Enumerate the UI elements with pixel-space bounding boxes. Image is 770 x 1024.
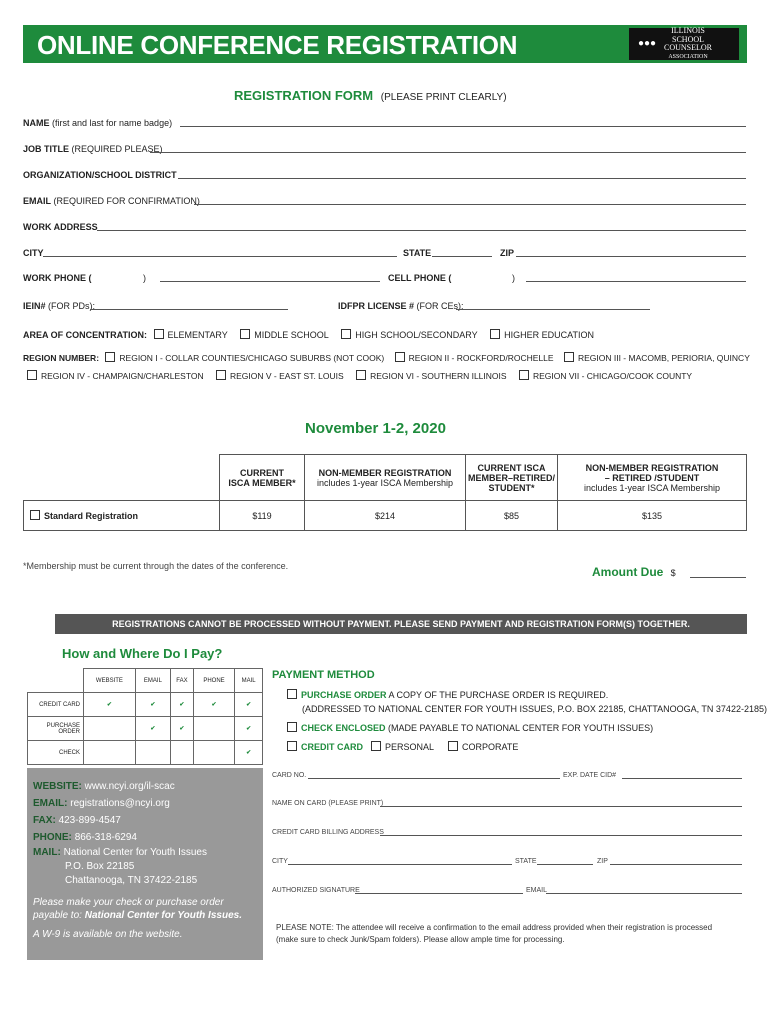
- fax-number: 423-899-4547: [58, 815, 121, 826]
- cc-zip-label: ZIP: [597, 858, 608, 865]
- row-check: CHECK: [28, 741, 84, 765]
- form-title: REGISTRATION FORM: [234, 88, 374, 103]
- checkbox-standard-registration[interactable]: [30, 510, 40, 520]
- pricing-table: [23, 454, 747, 531]
- logo-text: ILLINOIS SCHOOL COUNSELOR ASSOCIATION: [664, 26, 713, 60]
- name-on-card-label: NAME ON CARD (PLEASE PRINT): [272, 800, 384, 807]
- signature-label: AUTHORIZED SIGNATURE: [272, 887, 360, 894]
- checkbox-elementary[interactable]: [154, 329, 164, 339]
- organization-field[interactable]: [178, 178, 746, 179]
- checkbox-middle-school[interactable]: [240, 329, 250, 339]
- check-icon: ✔: [171, 717, 194, 741]
- cc-option: CREDIT CARD PERSONAL CORPORATE: [287, 741, 518, 752]
- contact-info-panel: WEBSITE: www.ncyi.org/il-scac EMAIL: registrations@ncyi.org FAX: 423-899-4547 PHONE: 866-318-6294 MAIL: National Center for Youth Issues P.O. Box 22185 Chattanooga, TN 37422-2185 Please make your check or purchase order payable to: National Center for Youth Issues. A W-9 is available on the website.: [27, 768, 263, 960]
- w9-note: A W-9 is available on the website.: [33, 929, 183, 940]
- region-row-1: REGION NUMBER: REGION I - COLLAR COUNTIES/CHICAGO SUBURBS (NOT COOK) REGION II - ROCKFORD/ROCHELLE REGION III - MACOMB, PERIORIA, QUINCY: [23, 353, 750, 363]
- iein-label: IEIN# (FOR PDs):: [23, 301, 96, 311]
- phone-number: 866-318-6294: [74, 832, 137, 843]
- cc-zip-field[interactable]: [610, 864, 742, 865]
- amount-due-row: Amount Due $: [592, 565, 676, 579]
- price-retired: $85: [466, 501, 558, 531]
- work-address-label: WORK ADDRESS: [23, 222, 98, 232]
- work-phone-field[interactable]: [160, 281, 380, 282]
- please-note: PLEASE NOTE: The attendee will receive a confirmation to the email address provided when their registration is processed (make sure to check Junk/Spam folders). Please allow ample time for processing.: [276, 923, 713, 944]
- checkbox-personal[interactable]: [371, 741, 381, 751]
- standard-registration-row[interactable]: Standard Registration: [24, 501, 220, 531]
- city-field[interactable]: [43, 256, 397, 257]
- po-option: PURCHASE ORDER A COPY OF THE PURCHASE ORDER IS REQUIRED.: [287, 689, 608, 700]
- check-icon: ✔: [84, 693, 136, 717]
- price-non-member-retired: $135: [558, 501, 747, 531]
- checkbox-region-6[interactable]: [356, 370, 366, 380]
- billing-address-field[interactable]: [380, 835, 742, 836]
- email-label: EMAIL (REQUIRED FOR CONFIRMATION): [23, 196, 200, 206]
- zip-field[interactable]: [516, 256, 746, 257]
- exp-date-field[interactable]: [622, 778, 742, 779]
- billing-address-label: CREDIT CARD BILLING ADDRESS: [272, 829, 384, 836]
- cell-phone-field[interactable]: [526, 281, 746, 282]
- check-cell: [84, 741, 136, 765]
- checkbox-purchase-order[interactable]: [287, 689, 297, 699]
- name-on-card-field[interactable]: [380, 806, 742, 807]
- website-link[interactable]: www.ncyi.org/il-scac: [84, 781, 175, 792]
- page-title: ONLINE CONFERENCE REGISTRATION: [37, 30, 518, 60]
- amount-due-field[interactable]: [690, 577, 746, 578]
- check-icon: ✔: [171, 693, 194, 717]
- name-field[interactable]: [180, 126, 746, 127]
- how-to-pay-title: How and Where Do I Pay?: [62, 646, 223, 661]
- zip-label: ZIP: [500, 248, 515, 258]
- check-option: CHECK ENCLOSED (MADE PAYABLE TO NATIONAL CENTER FOR YOUTH ISSUES): [287, 722, 653, 733]
- organization-label: ORGANIZATION/SCHOOL DISTRICT: [23, 170, 177, 180]
- cc-city-label: CITY: [272, 858, 288, 865]
- col-mail: MAIL: [235, 669, 263, 693]
- col-website: WEBSITE: [84, 669, 136, 693]
- cc-state-field[interactable]: [537, 864, 593, 865]
- payment-method-title: PAYMENT METHOD: [272, 669, 375, 681]
- check-icon: ✔: [235, 741, 263, 765]
- cc-city-field[interactable]: [288, 864, 512, 865]
- checkbox-check-enclosed[interactable]: [287, 722, 297, 732]
- check-cell: [171, 741, 194, 765]
- work-address-field[interactable]: [97, 230, 746, 231]
- iein-field[interactable]: [90, 309, 288, 310]
- col-phone: PHONE: [193, 669, 234, 693]
- membership-note: *Membership must be current through the dates of the conference.: [23, 561, 289, 571]
- signature-field[interactable]: [355, 893, 523, 894]
- concentration-row: AREA OF CONCENTRATION: ELEMENTARY MIDDLE SCHOOL HIGH SCHOOL/SECONDARY HIGHER EDUCATION: [23, 330, 594, 340]
- checkbox-corporate[interactable]: [448, 741, 458, 751]
- idfpr-label: IDFPR LICENSE # (FOR CEs):: [338, 301, 464, 311]
- cc-state-label: STATE: [515, 858, 537, 865]
- card-no-field[interactable]: [308, 778, 560, 779]
- payment-banner: REGISTRATIONS CANNOT BE PROCESSED WITHOUT PAYMENT. PLEASE SEND PAYMENT AND REGISTRATION FORM(S) TOGETHER.: [55, 614, 747, 634]
- check-cell: [135, 741, 170, 765]
- state-field[interactable]: [432, 256, 492, 257]
- header-bar: [23, 25, 747, 63]
- check-cell: [84, 717, 136, 741]
- check-icon: ✔: [135, 693, 170, 717]
- checkbox-region-7[interactable]: [519, 370, 529, 380]
- checkbox-region-4[interactable]: [27, 370, 37, 380]
- email-field[interactable]: [194, 204, 746, 205]
- checkbox-high-school[interactable]: [341, 329, 351, 339]
- conference-date: November 1-2, 2020: [305, 420, 446, 437]
- check-icon: ✔: [135, 717, 170, 741]
- check-icon: ✔: [193, 693, 234, 717]
- payable-note: Please make your check or purchase order payable to: National Center for Youth Issues.: [33, 897, 242, 921]
- city-label: CITY: [23, 248, 44, 258]
- checkbox-higher-education[interactable]: [490, 329, 500, 339]
- checkbox-region-5[interactable]: [216, 370, 226, 380]
- checkbox-region-2[interactable]: [395, 352, 405, 362]
- cell-phone-label: CELL PHONE (: [388, 273, 452, 283]
- form-subtitle: (PLEASE PRINT CLEARLY): [380, 92, 507, 103]
- po-address: (ADDRESSED TO NATIONAL CENTER FOR YOUTH ISSUES, P.O. BOX 22185, CHATTANOOGA, TN 37422-2185): [302, 704, 767, 714]
- checkbox-region-1[interactable]: [105, 352, 115, 362]
- checkbox-region-3[interactable]: [564, 352, 574, 362]
- work-phone-label: WORK PHONE (: [23, 273, 92, 283]
- price-member: $119: [220, 501, 305, 531]
- col-fax: FAX: [171, 669, 194, 693]
- job-title-field[interactable]: [150, 152, 746, 153]
- card-no-label: CARD NO.: [272, 772, 307, 779]
- col-email: EMAIL: [135, 669, 170, 693]
- check-cell: [193, 741, 234, 765]
- check-cell: [193, 717, 234, 741]
- name-label: NAME (first and last for name badge): [23, 118, 173, 128]
- isca-logo: [629, 28, 739, 60]
- cc-email-label: EMAIL: [526, 887, 548, 894]
- state-label: STATE: [403, 248, 432, 258]
- form-title-row: [234, 88, 507, 103]
- work-phone-paren: ): [143, 273, 146, 283]
- pay-methods-table: [27, 668, 263, 765]
- check-icon: ✔: [235, 693, 263, 717]
- email-link[interactable]: registrations@ncyi.org: [70, 798, 170, 809]
- job-title-label: JOB TITLE (REQUIRED PLEASE): [23, 144, 163, 154]
- row-purchase-order: PURCHASE ORDER: [28, 717, 84, 741]
- checkbox-credit-card[interactable]: [287, 741, 297, 751]
- idfpr-field[interactable]: [456, 309, 650, 310]
- logo-people-icon: ●●●: [637, 38, 657, 49]
- cc-email-field[interactable]: [546, 893, 742, 894]
- col-retired-student: CURRENT ISCA MEMBER–RETIRED/ STUDENT*: [466, 455, 558, 501]
- col-current-member: CURRENT ISCA MEMBER*: [220, 455, 305, 501]
- col-non-member: NON-MEMBER REGISTRATION includes 1-year ISCA Membership: [305, 455, 466, 501]
- region-row-2: REGION IV - CHAMPAIGN/CHARLESTON REGION V - EAST ST. LOUIS REGION VI - SOUTHERN ILLINOIS REGION VII - CHICAGO/COOK COUNTY: [27, 370, 692, 381]
- cell-phone-paren: ): [512, 273, 515, 283]
- price-non-member: $214: [305, 501, 466, 531]
- col-non-member-retired: NON-MEMBER REGISTRATION – RETIRED /STUDENT includes 1-year ISCA Membership: [558, 455, 747, 501]
- check-icon: ✔: [235, 717, 263, 741]
- row-credit-card: CREDIT CARD: [28, 693, 84, 717]
- exp-date-label: EXP. DATE CID#: [563, 772, 617, 779]
